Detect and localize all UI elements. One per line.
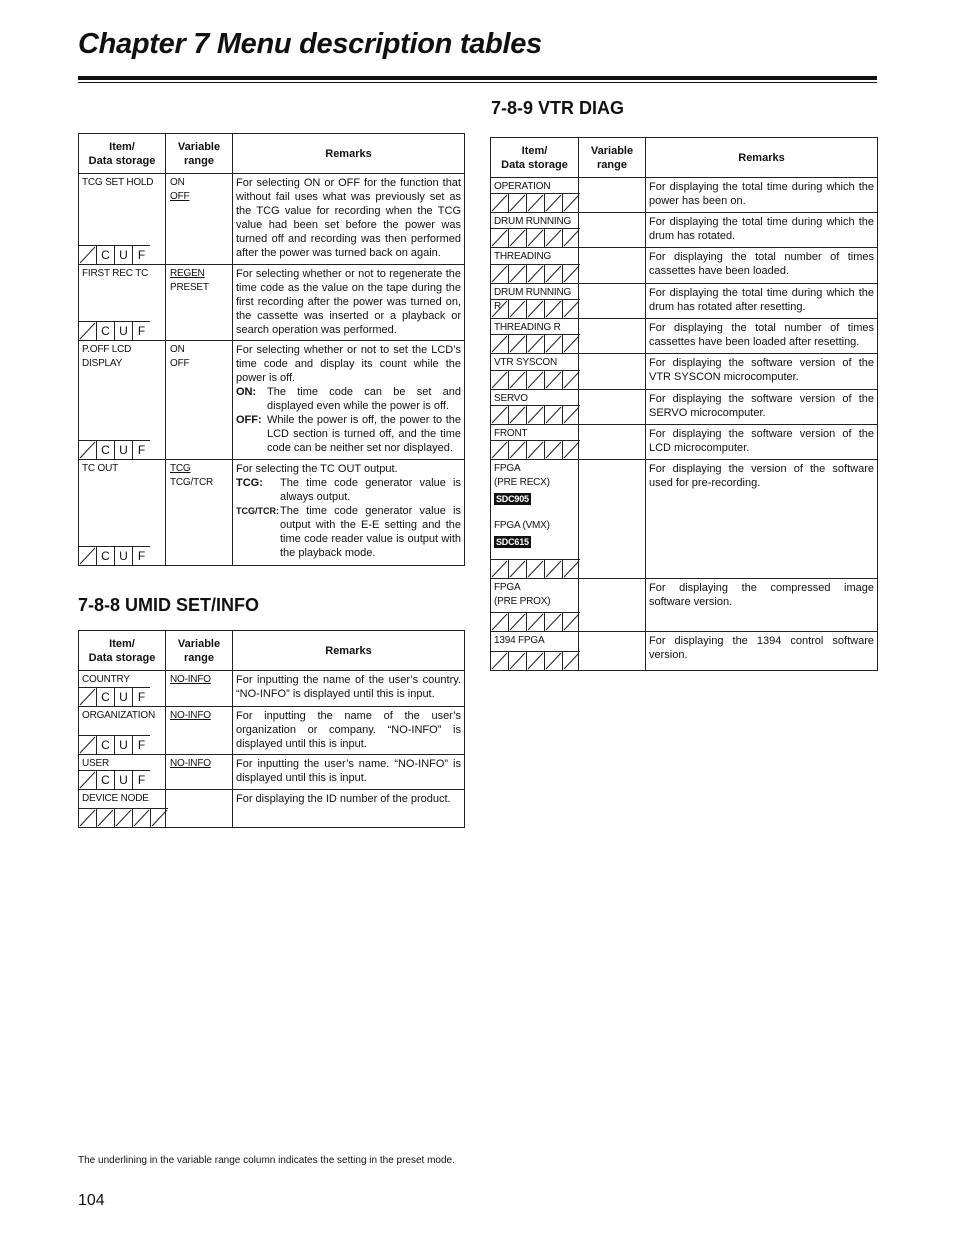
remarks: For displaying the version of the software used for pre-recording. <box>649 463 874 489</box>
storage-slash-cell <box>527 559 545 578</box>
header-rule-thin <box>78 82 877 83</box>
diag-indicator <box>79 808 168 827</box>
diag-indicator <box>491 299 580 318</box>
diag-indicator <box>491 405 580 424</box>
table-row: FIRST REC TC C U F REGEN PRESET For selecting whether or not to regenerate the time code as the value on the tape during the first recording after the power was turned on, the cassette was inserted or a playback or search operation was performed. <box>79 265 465 341</box>
storage-slash-cell <box>545 299 563 318</box>
storage-slash-cell <box>79 735 97 754</box>
table-row <box>491 579 878 632</box>
storage-slash-cell <box>509 440 527 459</box>
storage-slash-cell <box>545 651 563 670</box>
storage-slash-cell <box>491 405 509 424</box>
storage-slash-cell <box>527 612 545 631</box>
table-row: ORGANIZATION C U F NO-INFO For inputting the name of the user’s organization or company. “NO-INFO” is displayed until this is input. <box>79 707 465 755</box>
header-remarks: Remarks <box>233 631 465 671</box>
header-item: Item/ Data storage <box>79 631 166 671</box>
remarks: For displaying the total time during which the drum has rotated. <box>649 216 874 242</box>
item-name: COUNTRY <box>82 674 130 685</box>
table-row <box>491 425 878 460</box>
remarks: For selecting whether or not to regenerate the time code as the value on the tape during the first recording after the power was turned on, the cassette was inserted or a playback or search operation was performed. <box>236 268 461 336</box>
item-name: FRONT <box>494 428 528 439</box>
item-name: VTR SYSCON <box>494 357 558 368</box>
storage-slash-cell <box>545 405 563 424</box>
remarks: For inputting the user’s name. “NO-INFO” is displayed until this is input. <box>236 758 461 784</box>
model-badge: SDC615 <box>496 537 529 547</box>
storage-slash-cell <box>545 228 563 247</box>
storage-slash-cell <box>563 264 580 283</box>
storage-slash-cell <box>563 193 580 212</box>
item-name: ORGANIZATION <box>82 710 155 721</box>
header-variable: Variable range <box>579 138 646 178</box>
storage-slash-cell <box>491 651 509 670</box>
storage-letter: C <box>97 687 115 706</box>
storage-letter: C <box>97 440 115 459</box>
header-remarks: Remarks <box>233 134 465 174</box>
page-number: 104 <box>78 1192 105 1209</box>
diag-indicator <box>491 612 580 631</box>
storage-letter: F <box>133 245 150 264</box>
storage-letter: F <box>133 440 150 459</box>
storage-slash-cell <box>527 651 545 670</box>
storage-slash-cell <box>509 264 527 283</box>
remarks: For displaying the 1394 control software version. <box>649 635 874 661</box>
item-name: FPGA (PRE RECX) SDC905 FPGA (VMX) SDC615 <box>494 463 550 547</box>
storage-slash-cell <box>79 546 97 565</box>
storage-letter: C <box>97 546 115 565</box>
remarks: For displaying the ID number of the product. <box>236 793 451 805</box>
remarks: For selecting whether or not to set the LCD’s time code and display its count while the power is off. ON: The time code can be set and displayed even while the power is off. OFF: While the power is off, the power to the LCD section is turned off, and the time code can be neither set nor displayed. <box>236 344 461 454</box>
storage-slash-cell <box>527 370 545 389</box>
remarks: For inputting the name of the user’s organization or company. “NO-INFO” is displayed until this is input. <box>236 710 461 750</box>
storage-slash-cell <box>545 264 563 283</box>
storage-slash-cell <box>491 559 509 578</box>
item-name: SERVO <box>494 393 528 404</box>
remarks: For displaying the software version of the VTR SYSCON microcomputer. <box>649 357 874 383</box>
storage-slash-cell <box>509 405 527 424</box>
storage-slash-cell <box>115 808 133 827</box>
item-name: P.OFF LCD DISPLAY <box>82 344 132 369</box>
storage-slash-cell <box>509 299 527 318</box>
item-name: FPGA (PRE PROX) <box>494 582 551 607</box>
remarks: For displaying the total time during which the drum has rotated after resetting. <box>649 287 874 313</box>
item-name: DEVICE NODE <box>82 793 149 804</box>
storage-slash-cell <box>527 228 545 247</box>
storage-slash-cell <box>491 334 509 353</box>
cuf-indicator <box>79 770 150 789</box>
storage-letter: U <box>115 440 133 459</box>
storage-slash-cell <box>509 559 527 578</box>
diag-indicator <box>491 651 580 670</box>
storage-slash-cell <box>509 193 527 212</box>
cuf-indicator <box>79 687 150 706</box>
header-item: Item/ Data storage <box>491 138 579 178</box>
storage-slash-cell <box>509 651 527 670</box>
table-row: P.OFF LCD DISPLAY C U F ON OFF For selecting whether or not to set the LCD’s time code and display its count while the power is off. ON: The time code can be set and displayed even while the power is off. OFF: While the power is off, the power to the LCD section is turned off, and the time code can be neither set nor displayed. <box>79 341 465 460</box>
storage-slash-cell <box>97 808 115 827</box>
page-title: Chapter 7 Menu description tables <box>78 28 542 60</box>
storage-letter: C <box>97 735 115 754</box>
storage-slash-cell <box>79 808 97 827</box>
item-name: THREADING <box>494 251 552 262</box>
storage-slash-cell <box>491 264 509 283</box>
storage-slash-cell <box>491 193 509 212</box>
storage-letter: C <box>97 245 115 264</box>
storage-slash-cell <box>563 405 580 424</box>
table-row <box>491 319 878 354</box>
storage-slash-cell <box>491 228 509 247</box>
storage-slash-cell <box>563 299 580 318</box>
remarks: For selecting the TC OUT output. TCG: The time code generator value is always output. TCG/TCR: The time code generator value is output with the E-E setting and the time code reader value is output with the playback mode. <box>236 463 461 559</box>
storage-slash-cell <box>527 193 545 212</box>
storage-letter: U <box>115 770 133 789</box>
storage-letter: U <box>115 546 133 565</box>
item-name: TC OUT <box>82 463 119 474</box>
storage-slash-cell <box>563 559 580 578</box>
storage-slash-cell <box>491 370 509 389</box>
storage-slash-cell <box>563 228 580 247</box>
storage-slash-cell <box>563 334 580 353</box>
storage-letter: F <box>133 321 150 340</box>
remarks: For inputting the name of the user’s country. “NO-INFO” is displayed until this is input. <box>236 674 461 700</box>
table-row <box>491 248 878 284</box>
storage-slash-cell <box>509 370 527 389</box>
storage-slash-cell <box>545 334 563 353</box>
storage-slash-cell <box>79 770 97 789</box>
storage-letter: C <box>97 770 115 789</box>
table-row <box>491 354 878 390</box>
storage-slash-cell <box>545 193 563 212</box>
storage-slash-cell <box>79 245 97 264</box>
remarks: For displaying the compressed image software version. <box>649 582 874 608</box>
storage-slash-cell <box>545 559 563 578</box>
remarks: For displaying the total number of times cassettes have been loaded after resetting. <box>649 322 874 348</box>
remarks: For displaying the software version of the SERVO microcomputer. <box>649 393 874 419</box>
storage-slash-cell <box>509 228 527 247</box>
storage-slash-cell <box>563 651 580 670</box>
storage-slash-cell <box>491 612 509 631</box>
storage-slash-cell <box>79 687 97 706</box>
model-badge: SDC905 <box>496 494 529 504</box>
storage-letter: U <box>115 687 133 706</box>
storage-slash-cell <box>527 264 545 283</box>
section-title-vtr-diag: 7-8-9 VTR DIAG <box>491 98 625 118</box>
diag-indicator <box>491 264 580 283</box>
storage-slash-cell <box>509 612 527 631</box>
table-row <box>491 632 878 671</box>
header-item: Item/ Data storage <box>79 134 166 174</box>
storage-letter: F <box>133 770 150 789</box>
storage-letter: U <box>115 735 133 754</box>
table-row: TCG SET HOLD C U F ON OFF For selecting ON or OFF for the function that without fail uses what was previously set as the TCG value for recording when the TCG value had been set before the power was turned off and recording was then performed after the power was turned back on again. <box>79 174 465 265</box>
remarks: For displaying the total time during which the power has been on. <box>649 181 874 207</box>
storage-slash-cell <box>133 808 151 827</box>
item-name: TCG SET HOLD <box>82 177 154 188</box>
vtr-diag-table <box>490 137 878 671</box>
storage-slash-cell <box>527 405 545 424</box>
section-title-umid: 7-8-8 UMID SET/INFO <box>78 595 260 615</box>
table-row <box>79 790 465 828</box>
storage-slash-cell <box>563 440 580 459</box>
item-name: FIRST REC TC <box>82 268 149 279</box>
table-row <box>491 178 878 213</box>
cuf-indicator <box>79 440 150 459</box>
storage-slash-cell <box>509 334 527 353</box>
header-variable: Variable range <box>166 134 233 174</box>
remarks: For selecting ON or OFF for the function that without fail uses what was previously set as the TCG value for recording when the TCG value had been set before the power was turned off and recording was then performed after the power was turned back on again. <box>236 177 461 259</box>
storage-letter: F <box>133 546 150 565</box>
diag-indicator <box>491 193 580 212</box>
footnote: The underlining in the variable range column indicates the setting in the preset mode. <box>78 1155 455 1166</box>
table-row: USER C U F NO-INFO For inputting the user’s name. “NO-INFO” is displayed until this is input. <box>79 755 465 790</box>
storage-slash-cell <box>79 321 97 340</box>
item-name: 1394 FPGA <box>494 635 545 646</box>
table-row <box>491 213 878 248</box>
item-name: DRUM RUNNING <box>494 216 572 227</box>
table-row <box>491 284 878 319</box>
storage-slash-cell <box>527 299 545 318</box>
table-row: TC OUT C U F TCG TCG/TCR For selecting the TC OUT output. TCG: The time code generator value is always output. TCG/TCR: The time code generator value is output with the E-E setting and the time code reader value is output with the playback mode. <box>79 460 465 566</box>
storage-slash-cell <box>545 440 563 459</box>
header-rule <box>78 76 877 80</box>
storage-letter: F <box>133 735 150 754</box>
storage-letter: U <box>115 245 133 264</box>
cuf-indicator <box>79 321 150 340</box>
storage-slash-cell <box>527 440 545 459</box>
item-name: USER <box>82 758 109 769</box>
header-variable: Variable range <box>166 631 233 671</box>
tcg-settings-table <box>78 133 465 566</box>
diag-indicator <box>491 228 580 247</box>
storage-letter: U <box>115 321 133 340</box>
storage-slash-cell <box>563 612 580 631</box>
item-name: OPERATION <box>494 181 551 192</box>
storage-slash-cell <box>527 334 545 353</box>
storage-slash-cell <box>545 370 563 389</box>
storage-slash-cell <box>151 808 168 827</box>
diag-indicator <box>491 440 580 459</box>
storage-letter: C <box>97 321 115 340</box>
umid-table <box>78 630 465 828</box>
table-row: COUNTRY C U F NO-INFO For inputting the name of the user’s country. “NO-INFO” is displayed until this is input. <box>79 671 465 707</box>
storage-slash-cell <box>563 370 580 389</box>
cuf-indicator <box>79 735 150 754</box>
remarks: For displaying the total number of times cassettes have been loaded. <box>649 251 874 277</box>
diag-indicator <box>491 334 580 353</box>
item-name: DRUM RUNNING R <box>494 287 572 312</box>
cuf-indicator <box>79 245 150 264</box>
item-name: THREADING R <box>494 322 561 333</box>
storage-slash-cell <box>491 299 509 318</box>
header-remarks: Remarks <box>646 138 878 178</box>
diag-indicator <box>491 370 580 389</box>
table-row <box>491 390 878 425</box>
storage-letter: F <box>133 687 150 706</box>
remarks: For displaying the software version of the LCD microcomputer. <box>649 428 874 454</box>
storage-slash-cell <box>79 440 97 459</box>
diag-indicator <box>491 559 580 578</box>
storage-slash-cell <box>545 612 563 631</box>
cuf-indicator <box>79 546 150 565</box>
table-row <box>491 460 878 579</box>
storage-slash-cell <box>491 440 509 459</box>
